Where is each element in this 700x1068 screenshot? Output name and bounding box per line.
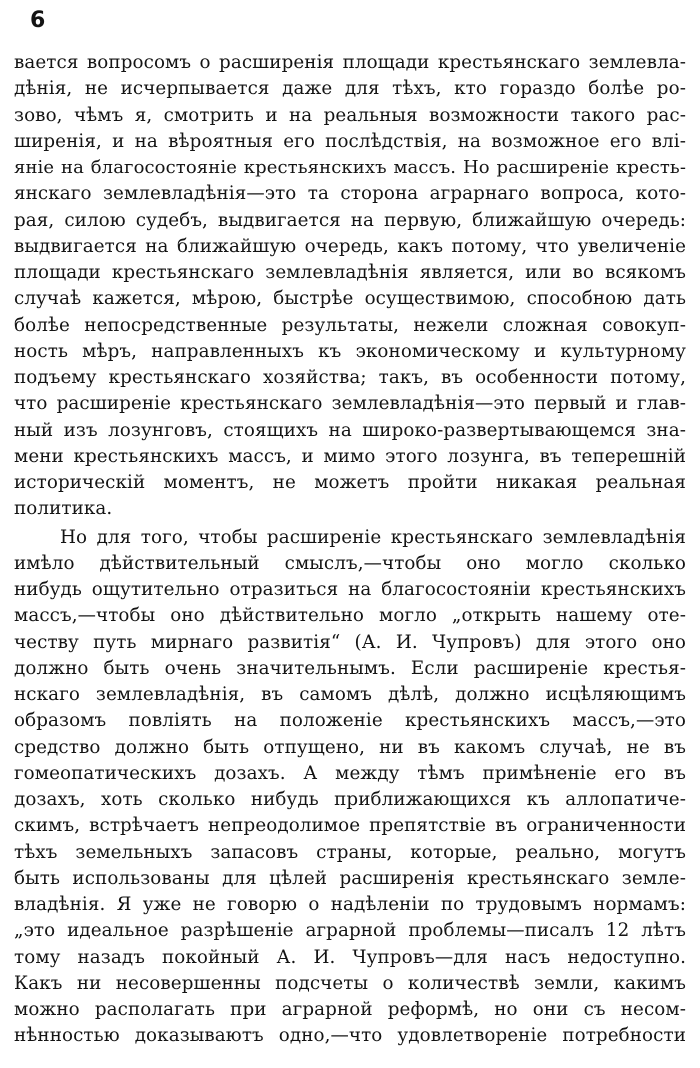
text-line: нскаго землевладѣнія, въ самомъ дѣлѣ, должно исцѣляющимъ	[14, 684, 686, 705]
text-line: площади крестьянскаго землевладѣнія является, или во всякомъ	[14, 262, 686, 283]
text-line: выдвигается на ближайшую очередь, какъ потому, что увеличеніе	[14, 235, 686, 257]
text-line: дозахъ, хоть сколько нибудь приближающихся къ аллопатиче-	[14, 789, 686, 810]
text-line: ный изъ лозунговъ, стоящихъ на широко-развертывающемся зна-	[14, 419, 686, 441]
text-line: можно располагать при аграрной реформѣ, но они съ несом-	[14, 999, 686, 1020]
text-line: вается вопросомъ о расширенія площади крестьянскаго землевла-	[14, 52, 686, 73]
text-line: Какъ ни несовершенны подсчеты о количествѣ земли, какимъ	[14, 972, 686, 994]
text-line: нибудь ощутительно отразиться на благосостояніи крестьянскихъ	[14, 579, 686, 600]
text-line: гомеопатическихъ дозахъ. А между тѣмъ примѣненіе его въ	[14, 762, 686, 784]
text-line: случаѣ кажется, мѣрою, быстрѣе осуществимою, способною дать	[14, 288, 686, 310]
text-line: тѣхъ земельныхъ запасовъ страны, которые, реально, могутъ	[14, 841, 686, 863]
text-line: историческій моментъ, не можетъ пройти никакая реальная	[14, 472, 686, 493]
text-line: Но для того, чтобы расширеніе крестьянскаго землевладѣнія	[60, 526, 686, 548]
text-line: быть использованы для цѣлей расширенія крестьянскаго земле-	[14, 867, 686, 889]
text-line: яніе на благосостояніе крестьянскихъ массъ. Но расширеніе кресть-	[14, 157, 687, 178]
text-line: должно быть очень значительнымъ. Если расширеніе крестья-	[14, 657, 686, 679]
text-line: политика.	[14, 498, 113, 520]
text-line: янскаго землевладѣнія—это та сторона аграрнаго вопроса, кото-	[14, 183, 686, 205]
page-number: 6	[30, 8, 46, 33]
text-line: ширенія, и на вѣроятныя его послѣдствія, на возможное его влі-	[14, 130, 686, 152]
text-line: нѣнностью доказываютъ одно,—что удовлетвореніе потребности	[14, 1025, 686, 1047]
text-line: имѣло дѣйствительный смыслъ,—чтобы оно могло сколько	[14, 552, 686, 574]
text-line: подъему крестьянскаго хозяйства; такъ, въ особенности потому,	[14, 367, 686, 388]
text-line: владѣнія. Я уже не говорю о надѣленіи по трудовымъ нормамъ:	[14, 894, 686, 915]
body-text	[14, 50, 686, 1050]
text-line: дѣнія, не исчерпывается даже для тѣхъ, кто гораздо болѣе ро-	[14, 78, 686, 100]
text-line: зово, чѣмъ я, смотрить и на реальныя возможности такого рас-	[14, 104, 686, 126]
text-line: рая, силою судебъ, выдвигается на первую, ближайшую очередь:	[14, 209, 686, 231]
text-line: массъ,—чтобы оно дѣйствительно могло „открыть нашему оте-	[14, 605, 686, 627]
text-line: честву путь мирнаго развитія“ (А. И. Чупровъ) для этого оно	[14, 631, 686, 653]
text-line: средство должно быть отпущено, ни въ какомъ случаѣ, не въ	[14, 736, 686, 758]
text-line: мени крестьянскихъ массъ, и мимо этого лозунга, въ теперешній	[14, 445, 686, 467]
text-line: образомъ повліять на положеніе крестьянскихъ массъ,—это	[14, 710, 686, 732]
text-line: „это идеальное разрѣшеніе аграрной проблемы—писалъ 12 лѣтъ	[14, 920, 686, 942]
text-line: скимъ, встрѣчаетъ непреодолимое препятствіе въ ограниченности	[14, 815, 686, 837]
text-line: ность мѣръ, направленныхъ къ экономическому и культурному	[14, 340, 686, 362]
text-line: болѣе непосредственные результаты, нежели сложная совокуп-	[14, 314, 686, 336]
text-line: что расширеніе крестьянскаго землевладѣнія—это первый и глав-	[14, 393, 686, 415]
text-line: тому назадъ покойный А. И. Чупровъ—для насъ недоступно.	[14, 946, 686, 968]
